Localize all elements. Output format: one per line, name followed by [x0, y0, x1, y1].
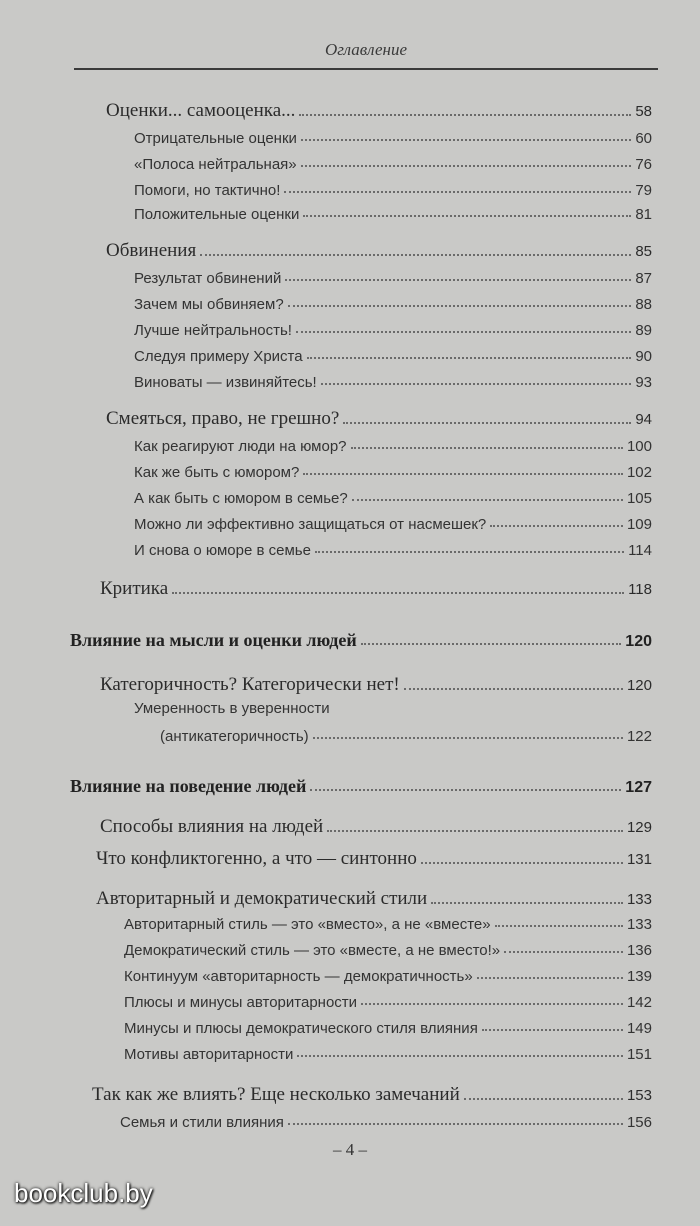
leader-dots [301, 139, 631, 141]
leader-dots [490, 525, 623, 527]
toc-entry-title: Обвинения [106, 240, 197, 261]
leader-dots [477, 977, 623, 979]
toc-entry-title: Семья и стили влияния [120, 1114, 284, 1131]
toc-entry-page: 133 [626, 891, 652, 908]
toc-entry [124, 968, 652, 985]
toc-entry-page: 139 [626, 968, 652, 985]
toc-entry [124, 916, 652, 933]
toc-entry-title: А как быть с юмором в семье? [134, 490, 348, 507]
leader-dots [303, 215, 631, 217]
toc-entry-title: Что конфликтогенно, а что — синтонно [96, 848, 417, 869]
toc-entry-page: 81 [635, 206, 652, 223]
toc-entry-title: Критика [100, 578, 169, 599]
header-rule [74, 68, 658, 70]
toc-entry-title: Умеренность в уверенности [134, 700, 330, 717]
toc-entry-page: 90 [635, 348, 652, 365]
toc-entry-page: 89 [635, 322, 652, 339]
toc-entry [134, 296, 652, 313]
toc-entry-page: 156 [626, 1114, 652, 1131]
toc-entry-title: Зачем мы обвиняем? [134, 296, 284, 313]
toc-entry-title: Минусы и плюсы демократического стиля влияния [124, 1020, 478, 1037]
toc-entry [160, 728, 652, 745]
toc-entry-title: Положительные оценки [134, 206, 300, 223]
page-number: – 4 – [333, 1140, 367, 1159]
toc-entry-page: 87 [635, 270, 652, 287]
toc-entry-title: Демократический стиль — это «вместе, а не вместо!» [124, 942, 501, 959]
toc-entry-page: 105 [626, 490, 652, 507]
leader-dots [288, 305, 632, 307]
toc-entry-page: 142 [626, 994, 652, 1011]
toc-entry-title: И снова о юморе в семье [134, 542, 311, 559]
toc-entry-title: Как реагируют люди на юмор? [134, 438, 347, 455]
toc-entry-title: Отрицательные оценки [134, 130, 297, 147]
toc-entry-page: 149 [626, 1020, 652, 1037]
toc-entry-title: Можно ли эффективно защищаться от насмешек? [134, 516, 487, 533]
leader-dots [172, 592, 624, 594]
toc-entry-title: Смеяться, право, не грешно? [106, 408, 340, 429]
leader-dots [288, 1123, 623, 1125]
toc-entry-title: Мотивы авторитарности [124, 1046, 294, 1063]
toc-entry-page: 122 [626, 728, 652, 745]
toc-entry [124, 994, 652, 1011]
leader-dots [327, 830, 623, 832]
leader-dots [315, 551, 624, 553]
toc-entry-page: 136 [626, 942, 652, 959]
toc-entry [100, 674, 652, 696]
toc-part-title: Влияние на мысли и оценки людей [70, 630, 357, 650]
toc-entry-page: 76 [635, 156, 652, 173]
toc-entry-page: 94 [635, 411, 652, 428]
toc-entry-title: Категоричность? Категорически нет! [100, 674, 400, 695]
leader-dots [351, 447, 623, 449]
toc-entry-page: 133 [626, 916, 652, 933]
leader-dots [504, 951, 623, 953]
toc-entry [134, 348, 652, 365]
toc-entry-title: Следуя примеру Христа [134, 348, 303, 365]
toc-part-page: 127 [625, 779, 652, 796]
toc-part-page: 120 [625, 633, 652, 650]
leader-dots [299, 114, 631, 116]
toc-entry-title: Виноваты — извиняйтесь! [134, 374, 317, 391]
toc-entry [100, 578, 652, 600]
toc-entry-page: 129 [626, 819, 652, 836]
leader-dots [361, 1003, 623, 1005]
leader-dots [352, 499, 623, 501]
toc-entry [96, 888, 652, 910]
toc-entry-page: 85 [635, 243, 652, 260]
leader-dots [421, 862, 623, 864]
toc-entry [134, 270, 652, 287]
watermark: bookclub.by [14, 1178, 153, 1208]
toc-entry [134, 374, 652, 391]
toc-entry-page: 88 [635, 296, 652, 313]
leader-dots [313, 737, 623, 739]
toc-entry-title: «Полоса нейтральная» [134, 156, 297, 173]
toc-entry [134, 206, 652, 223]
toc-entry-title: Лучше нейтральность! [134, 322, 292, 339]
toc-entry-page: 120 [626, 677, 652, 694]
toc-entry [100, 816, 652, 838]
toc-entry [124, 1020, 652, 1037]
toc-entry-page: 93 [635, 374, 652, 391]
leader-dots [431, 902, 623, 904]
toc-entry-title: Результат обвинений [134, 270, 282, 287]
toc-entry-title: Как же быть с юмором? [134, 464, 300, 481]
toc-entry-title: Авторитарный стиль — это «вместо», а не «вместе» [124, 916, 491, 933]
toc-entry-page: 102 [626, 464, 652, 481]
leader-dots [296, 331, 631, 333]
toc-entry-page: 100 [626, 438, 652, 455]
leader-dots [321, 383, 632, 385]
leader-dots [301, 165, 632, 167]
toc-entry-page: 114 [628, 542, 652, 559]
leader-dots [361, 643, 622, 645]
leader-dots [303, 473, 623, 475]
leader-dots [285, 279, 631, 281]
toc-entry-title: Авторитарный и демократический стили [96, 888, 428, 909]
leader-dots [307, 357, 632, 359]
toc-entry-page: 109 [626, 516, 652, 533]
toc-entry-title: Континуум «авторитарность — демократичность» [124, 968, 473, 985]
toc-entry [134, 156, 652, 173]
toc-entry [134, 464, 652, 481]
toc-entry [120, 1114, 652, 1131]
leader-dots [404, 688, 623, 690]
toc-entry [106, 100, 652, 122]
toc-part [70, 776, 652, 797]
leader-dots [343, 422, 631, 424]
toc-entry-page: 118 [628, 581, 652, 598]
leader-dots [464, 1098, 623, 1100]
toc-entry [134, 438, 652, 455]
toc-entry-page: 60 [635, 130, 652, 147]
toc-entry-title: Оценки... самооценка... [106, 100, 296, 121]
toc-part-title: Влияние на поведение людей [70, 776, 307, 796]
toc-entry [134, 130, 652, 147]
toc-entry-title: Помоги, но тактично! [134, 182, 281, 199]
toc-entry-page: 151 [626, 1046, 652, 1063]
toc-entry-page: 131 [626, 851, 652, 868]
leader-dots [200, 254, 631, 256]
leader-dots [284, 191, 631, 193]
toc-entry [134, 322, 652, 339]
toc-entry [106, 408, 652, 430]
running-head: Оглавление [324, 40, 408, 59]
toc-entry-page: 153 [626, 1087, 652, 1104]
leader-dots [482, 1029, 623, 1031]
toc-entry [106, 240, 652, 262]
toc-entry-title: Плюсы и минусы авторитарности [124, 994, 358, 1011]
toc-entry [124, 942, 652, 959]
leader-dots [495, 925, 623, 927]
toc-entry-page: 79 [635, 182, 652, 199]
leader-dots [297, 1055, 623, 1057]
toc-entry [134, 490, 652, 507]
toc-entry-title: Способы влияния на людей [100, 816, 324, 837]
toc-entry [134, 516, 652, 533]
toc-part [70, 630, 652, 651]
toc-entry [134, 182, 652, 199]
toc-entry-page: 58 [635, 103, 652, 120]
toc-entry-title: Так как же влиять? Еще несколько замечаний [92, 1084, 460, 1105]
toc-entry [124, 1046, 652, 1063]
toc-entry-title-continued: (антикатегоричность) [160, 728, 309, 745]
toc-entry [92, 1084, 652, 1106]
leader-dots [310, 789, 621, 791]
toc-entry [134, 542, 652, 559]
toc-entry [96, 848, 652, 870]
